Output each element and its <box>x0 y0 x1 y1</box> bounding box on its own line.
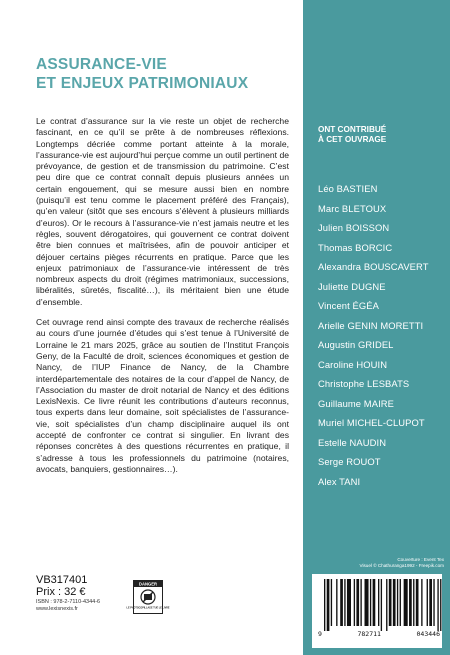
barcode-bar <box>344 579 345 626</box>
contributors-heading <box>318 125 443 145</box>
barcode-bar <box>404 579 408 626</box>
barcode-bar <box>356 579 359 626</box>
contributor-name: Juliette DUGNE <box>318 280 386 292</box>
contributor-name: Alexandra BOUSCAVERT <box>318 261 429 272</box>
barcode-digits-right: 043446 <box>416 630 440 638</box>
barcode-bar <box>340 579 343 626</box>
barcode-bar <box>386 579 387 631</box>
contributor-name: Estelle NAUDIN <box>318 436 387 448</box>
contributor-name: Christophe LESBATS <box>318 378 410 389</box>
isbn-number: ISBN : 978-2-7110-4344-6 <box>36 599 101 605</box>
contributor-name: Julien BOISSON <box>318 222 390 233</box>
barcode-bar <box>336 579 337 626</box>
book-title <box>36 55 296 93</box>
barcode-bar <box>397 579 398 626</box>
photocopy-danger-logo <box>126 580 170 614</box>
logo-bottom-text: LE PHOTOCOPILLAGE TUE LE LIVRE <box>126 606 170 610</box>
contributor-name: Alex TANI <box>318 475 361 487</box>
price: Prix : 32 € <box>36 585 86 598</box>
barcode-bar <box>421 579 422 626</box>
barcode-bar <box>381 579 382 631</box>
barcode-bar <box>378 579 379 626</box>
barcode-bar <box>389 579 392 626</box>
paragraph-2: Cet ouvrage rend ainsi compte des travaux de recherche réalisés au cours d’une journée d’études qui s’est tenue à l’Université de Lorraine le 21 mars 2025, grâce au soutien de l’Institut François Geny, de la Faculté de droit, sciences économiques et gestion de Nancy, de l’IUP Finance de Nancy, de la Chambre interdépartementale des notaires de la cour d’appel de Nancy, de l’Association du master de droit notarial de Nancy et des éditions LexisNexis. Ce livre réunit les contributions d’auteurs reconnus, tous experts dans leur domaine, soit spécialistes de l’assurance-vie, soit spécialistes d’un champ disciplinaire auquel ils ont accepté de confronter ce contrat si singulier. En livrant des réponses concrètes à des questions récurrentes en pratique, il s’adresse à tous les professionnels du patrimoine (notaires, avocats, banquiers, gestionnaires…). <box>36 317 289 474</box>
barcode-bar <box>360 579 361 626</box>
contributor-name: Muriel MICHEL-CLUPOT <box>318 417 425 428</box>
contributor-name: Augustin GRIDEL <box>318 339 394 350</box>
product-reference <box>36 575 87 598</box>
reference-code: VB317401 <box>36 574 88 586</box>
barcode-bar <box>413 579 414 626</box>
back-cover-text <box>36 116 289 484</box>
credits-line-2: Visuel © Chathuranga1992 - Freepik.com <box>359 563 444 568</box>
contributors-list <box>318 183 446 495</box>
barcode-bar <box>440 579 441 631</box>
barcode-bar <box>437 579 438 631</box>
publisher-website: www.lexisnexis.fr <box>36 606 78 612</box>
barcode-digits <box>318 630 440 638</box>
isbn-block <box>36 599 100 613</box>
paragraph-1: Le contrat d’assurance sur la vie reste un objet de recherche fascinant, en ce qu’il se prête à de nombreuses réflexions. Longtemps décriée comme portant atteinte à la morale, l’assurance-vie est aujourd’hui perçue comme un outil pertinent de prévoyance, de gestion et de transmission du patrimoine. C’est peu dire que ce contrat connaît depuis plusieurs années un certain engouement, qui se mesure aussi bien en nombre (puisqu’il est tenu comme le placement préféré des Français), qu’en valeur (sitôt que ses encours s’élèvent à plusieurs milliards d’euros). Or le recours à l’assurance-vie n’est jamais neutre et les règles, souvent dérogatoires, qui gouvernent ce contrat doivent être bien connues et maîtrisées, afin de pouvoir anticiper et déjouer certains pièges récurrents en pratique. Parce que les enjeux patrimoniaux de l’assurance-vie intéressent de très nombreux aspects du droit (régimes matrimoniaux, successions, libéralités, sûretés, fiscalité…), ils méritaient bien une étude d’ensemble. <box>36 116 289 307</box>
cover-credits <box>308 557 444 569</box>
contributor-name: Thomas BORCIC <box>318 241 393 253</box>
barcode-bar <box>347 579 351 626</box>
title-line-1: ASSURANCE-VIE <box>36 56 167 73</box>
barcode-digits-left: 782711 <box>357 630 381 638</box>
title-line-2: ET ENJEUX PATRIMONIAUX <box>36 75 249 92</box>
contributor-name: Caroline HOUIN <box>318 358 388 370</box>
barcode-bar <box>427 579 428 626</box>
barcode-bar <box>365 579 369 626</box>
credits-line-1: Couverture : Event Tex <box>397 557 444 562</box>
barcode-bars <box>312 574 442 630</box>
contributor-name: Serge ROUOT <box>318 456 381 467</box>
barcode-bar <box>416 579 419 626</box>
contributors-heading-line-2: À CET OUVRAGE <box>318 135 387 144</box>
contributor-name: Arielle GENIN MORETTI <box>318 319 424 331</box>
barcode-bar <box>354 579 355 626</box>
contributor-name: Marc BLETOUX <box>318 202 387 214</box>
barcode-bar <box>331 579 332 626</box>
barcode-digit-lead: 9 <box>318 630 322 638</box>
barcode-bar <box>324 579 325 631</box>
contributors-heading-line-1: ONT CONTRIBUÉ <box>318 125 387 134</box>
barcode-bar <box>327 579 330 631</box>
barcode-bar <box>400 579 401 626</box>
barcode-bar <box>429 579 432 626</box>
barcode-bar <box>409 579 412 626</box>
contributor-name: Léo BASTIEN <box>318 183 378 194</box>
isbn-barcode <box>312 574 442 648</box>
barcode-bar <box>370 579 371 626</box>
contributor-name: Guillaume MAIRE <box>318 397 395 409</box>
logo-top-text: DANGER <box>138 581 158 587</box>
barcode-bar <box>373 579 376 626</box>
contributor-name: Vincent ÉGÉA <box>318 300 379 311</box>
barcode-bar <box>433 579 434 626</box>
barcode-bar <box>393 579 396 626</box>
